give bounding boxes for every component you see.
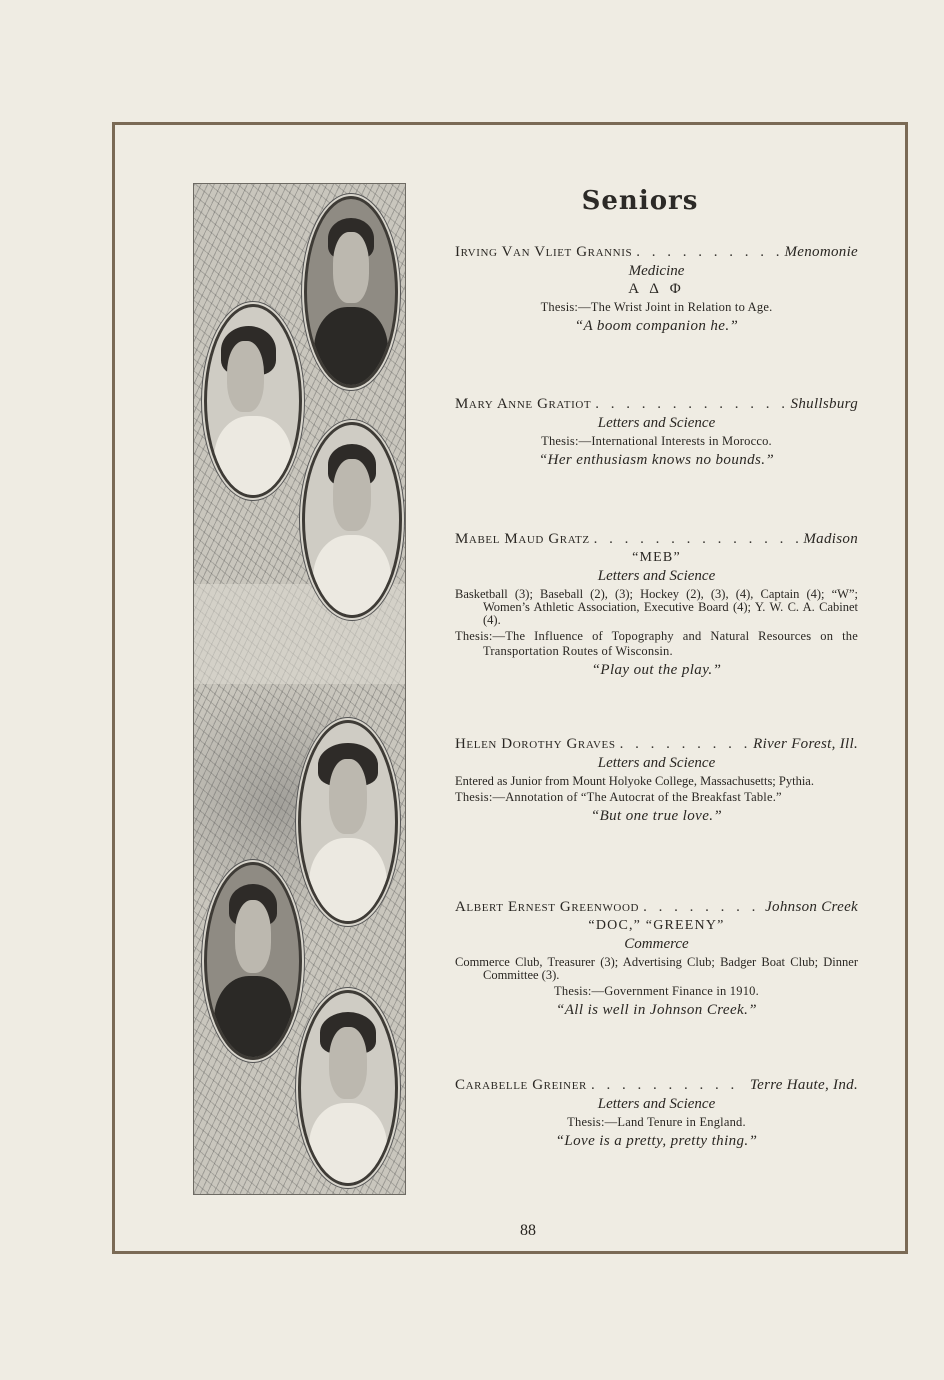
senior-course: Commerce xyxy=(624,936,689,952)
senior-course: Letters and Science xyxy=(597,755,716,771)
senior-quote: “Her enthusiasm knows no bounds.” xyxy=(538,452,775,468)
senior-quote: “But one true love.” xyxy=(590,808,723,824)
portrait-strip xyxy=(193,183,406,1195)
leader-dots xyxy=(643,899,761,916)
senior-hometown: Terre Haute, Ind. xyxy=(749,1077,858,1093)
senior-entry xyxy=(455,531,858,679)
name-line xyxy=(455,244,858,261)
senior-name: Carabelle Greiner xyxy=(455,1077,587,1093)
senior-quote: “Play out the play.” xyxy=(591,662,722,678)
senior-name: Mary Anne Gratiot xyxy=(455,396,592,412)
senior-course: Medicine xyxy=(628,263,685,279)
name-line xyxy=(455,531,858,548)
leader-dots xyxy=(620,736,750,753)
leader-dots xyxy=(591,1077,746,1094)
senior-activities: Basketball (3); Baseball (2), (3); Hockey (2), (3), (4), Captain (4); “W”; Women’s Athletic Association, Executive Board (4); Y. W. C. A. Cabinet (4). xyxy=(455,587,858,627)
name-line xyxy=(455,396,858,413)
leader-dots xyxy=(636,244,780,261)
senior-hometown: Johnson Creek xyxy=(765,899,858,915)
senior-entry xyxy=(455,1077,858,1150)
leader-dots xyxy=(594,531,800,548)
senior-entry xyxy=(455,736,858,825)
portrait-graves xyxy=(298,720,398,924)
portrait-greenwood xyxy=(204,862,302,1060)
senior-quote: “All is well in Johnson Creek.” xyxy=(555,1002,757,1018)
senior-hometown: Shullsburg xyxy=(790,396,858,412)
senior-quote: “Love is a pretty, pretty thing.” xyxy=(555,1133,758,1149)
portrait-greiner xyxy=(298,990,398,1186)
senior-name: Albert Ernest Greenwood xyxy=(455,899,640,915)
senior-nickname: “MEB” xyxy=(632,550,681,565)
name-line xyxy=(455,1077,858,1094)
fraternity-letters: Α Δ Φ xyxy=(628,281,685,297)
senior-course: Letters and Science xyxy=(597,1096,716,1112)
senior-course: Letters and Science xyxy=(597,568,716,584)
senior-hometown: Madison xyxy=(803,531,858,547)
portrait-gratz xyxy=(302,422,402,618)
name-line xyxy=(455,899,858,916)
senior-name: Mabel Maud Gratz xyxy=(455,531,590,547)
leader-dots xyxy=(595,396,786,413)
senior-thesis: Thesis:—Government Finance in 1910. xyxy=(554,984,759,998)
senior-activities: Entered as Junior from Mount Holyoke College, Massachusetts; Pythia. xyxy=(455,774,814,788)
senior-name: Irving Van Vliet Grannis xyxy=(455,244,633,260)
senior-course: Letters and Science xyxy=(597,415,716,431)
senior-hometown: River Forest, Ill. xyxy=(753,736,858,752)
senior-hometown: Menomonie xyxy=(784,244,858,260)
senior-thesis: Thesis:—Land Tenure in England. xyxy=(567,1115,746,1129)
portrait-grannis xyxy=(304,196,398,388)
senior-thesis: Thesis:—The Influence of Topography and Natural Resources on the Transportation Routes of Wisconsin. xyxy=(455,629,858,658)
senior-nickname: “DOC,” “GREENY” xyxy=(588,918,725,933)
section-heading: Seniors xyxy=(581,186,699,216)
name-line xyxy=(455,736,858,753)
senior-entry xyxy=(455,396,858,469)
senior-thesis: Thesis:—International Interests in Morocco. xyxy=(541,434,772,448)
senior-activities: Commerce Club, Treasurer (3); Advertising Club; Badger Boat Club; Dinner Committee (3). xyxy=(455,955,858,982)
senior-entry xyxy=(455,899,858,1019)
senior-thesis: Thesis:—The Wrist Joint in Relation to Age. xyxy=(540,300,773,314)
portrait-gratiot xyxy=(204,304,302,498)
senior-name: Helen Dorothy Graves xyxy=(455,736,616,752)
senior-entry xyxy=(455,244,858,335)
page-number: 88 xyxy=(520,1222,536,1239)
senior-thesis: Thesis:—Annotation of “The Autocrat of the Breakfast Table.” xyxy=(455,790,782,804)
senior-quote: “A boom companion he.” xyxy=(574,318,739,334)
